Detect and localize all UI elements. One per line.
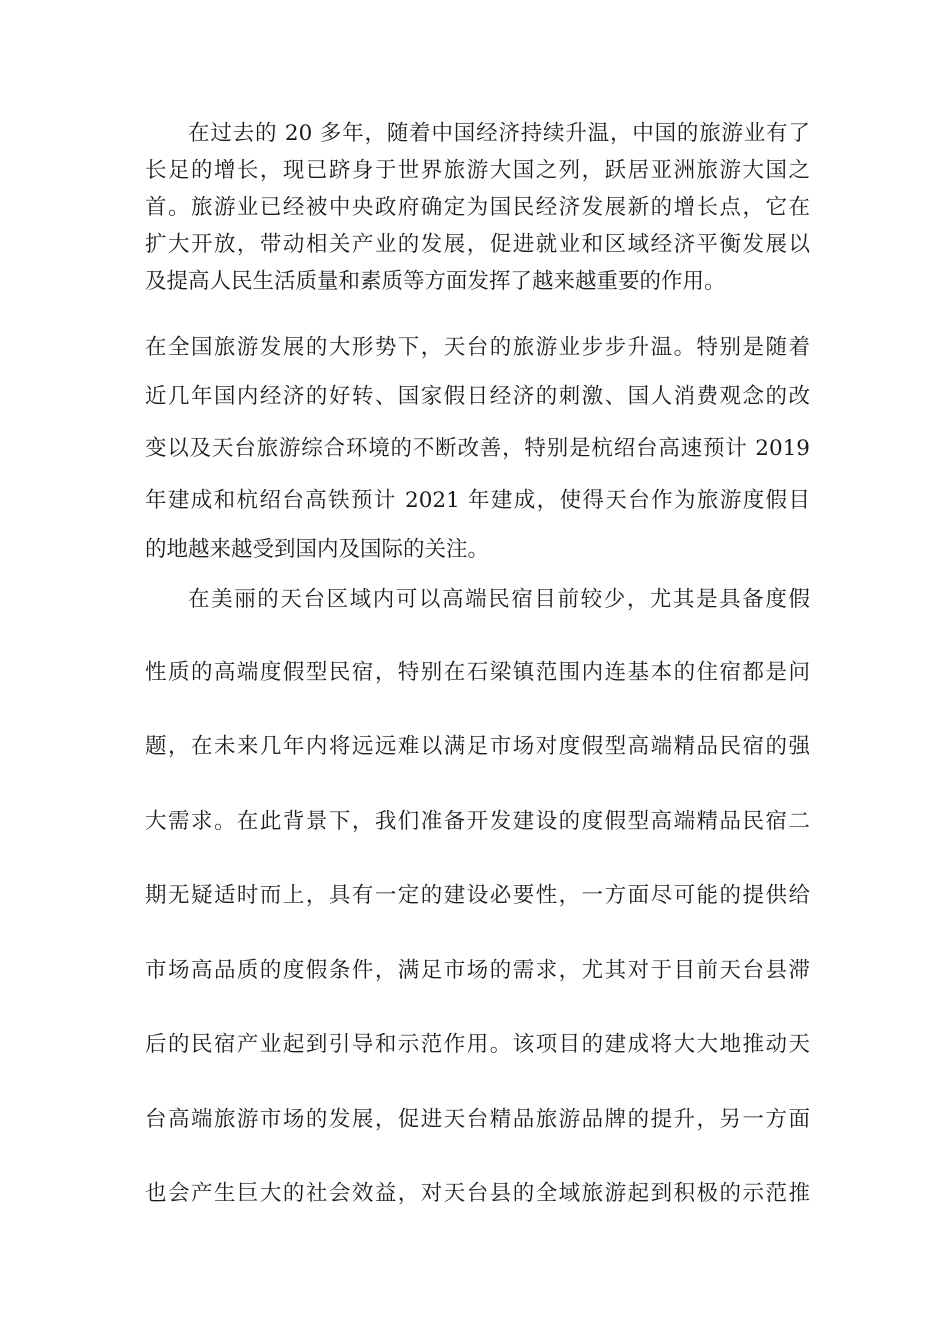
paragraph-line: 的地越来越受到国内及国际的关注。 <box>145 537 490 562</box>
paragraph-line: 期无疑适时而上，具有一定的建设必要性，一方面尽可能的提供给 <box>145 883 810 908</box>
paragraph-line: 题，在未来几年内将远远难以满足市场对度假型高端精品民宿的强 <box>145 734 810 759</box>
paragraph-line: 后的民宿产业起到引导和示范作用。该项目的建成将大大地推动天 <box>145 1032 810 1057</box>
paragraph-line: 长足的增长，现已跻身于世界旅游大国之列，跃居亚洲旅游大国之 <box>145 158 810 183</box>
paragraph-line: 在过去的 20 多年，随着中国经济持续升温，中国的旅游业有了 <box>188 121 810 146</box>
paragraph-line: 变以及天台旅游综合环境的不断改善，特别是杭绍台高速预计 2019 <box>145 436 810 461</box>
paragraph-line: 大需求。在此背景下，我们准备开发建设的度假型高端精品民宿二 <box>145 809 810 834</box>
paragraph-line: 在美丽的天台区域内可以高端民宿目前较少，尤其是具备度假 <box>188 587 810 612</box>
paragraph-line: 性质的高端度假型民宿，特别在石梁镇范围内连基本的住宿都是问 <box>145 660 810 685</box>
paragraph-line: 台高端旅游市场的发展，促进天台精品旅游品牌的提升，另一方面 <box>145 1107 810 1132</box>
paragraph-line: 首。旅游业已经被中央政府确定为国民经济发展新的增长点，它在 <box>145 195 810 220</box>
paragraph-line: 扩大开放，带动相关产业的发展，促进就业和区域经济平衡发展以 <box>145 232 810 257</box>
paragraph-line: 及提高人民生活质量和素质等方面发挥了越来越重要的作用。 <box>145 269 726 294</box>
paragraph-line: 也会产生巨大的社会效益，对天台县的全域旅游起到积极的示范推 <box>145 1181 810 1206</box>
paragraph-line: 年建成和杭绍台高铁预计 2021 年建成，使得天台作为旅游度假目 <box>145 488 810 513</box>
paragraph-line: 市场高品质的度假条件，满足市场的需求，尤其对于目前天台县滞 <box>145 958 810 983</box>
paragraph-line: 近几年国内经济的好转、国家假日经济的刺激、国人消费观念的改 <box>145 384 810 409</box>
paragraph-line: 在全国旅游发展的大形势下，天台的旅游业步步升温。特别是随着 <box>145 335 810 360</box>
